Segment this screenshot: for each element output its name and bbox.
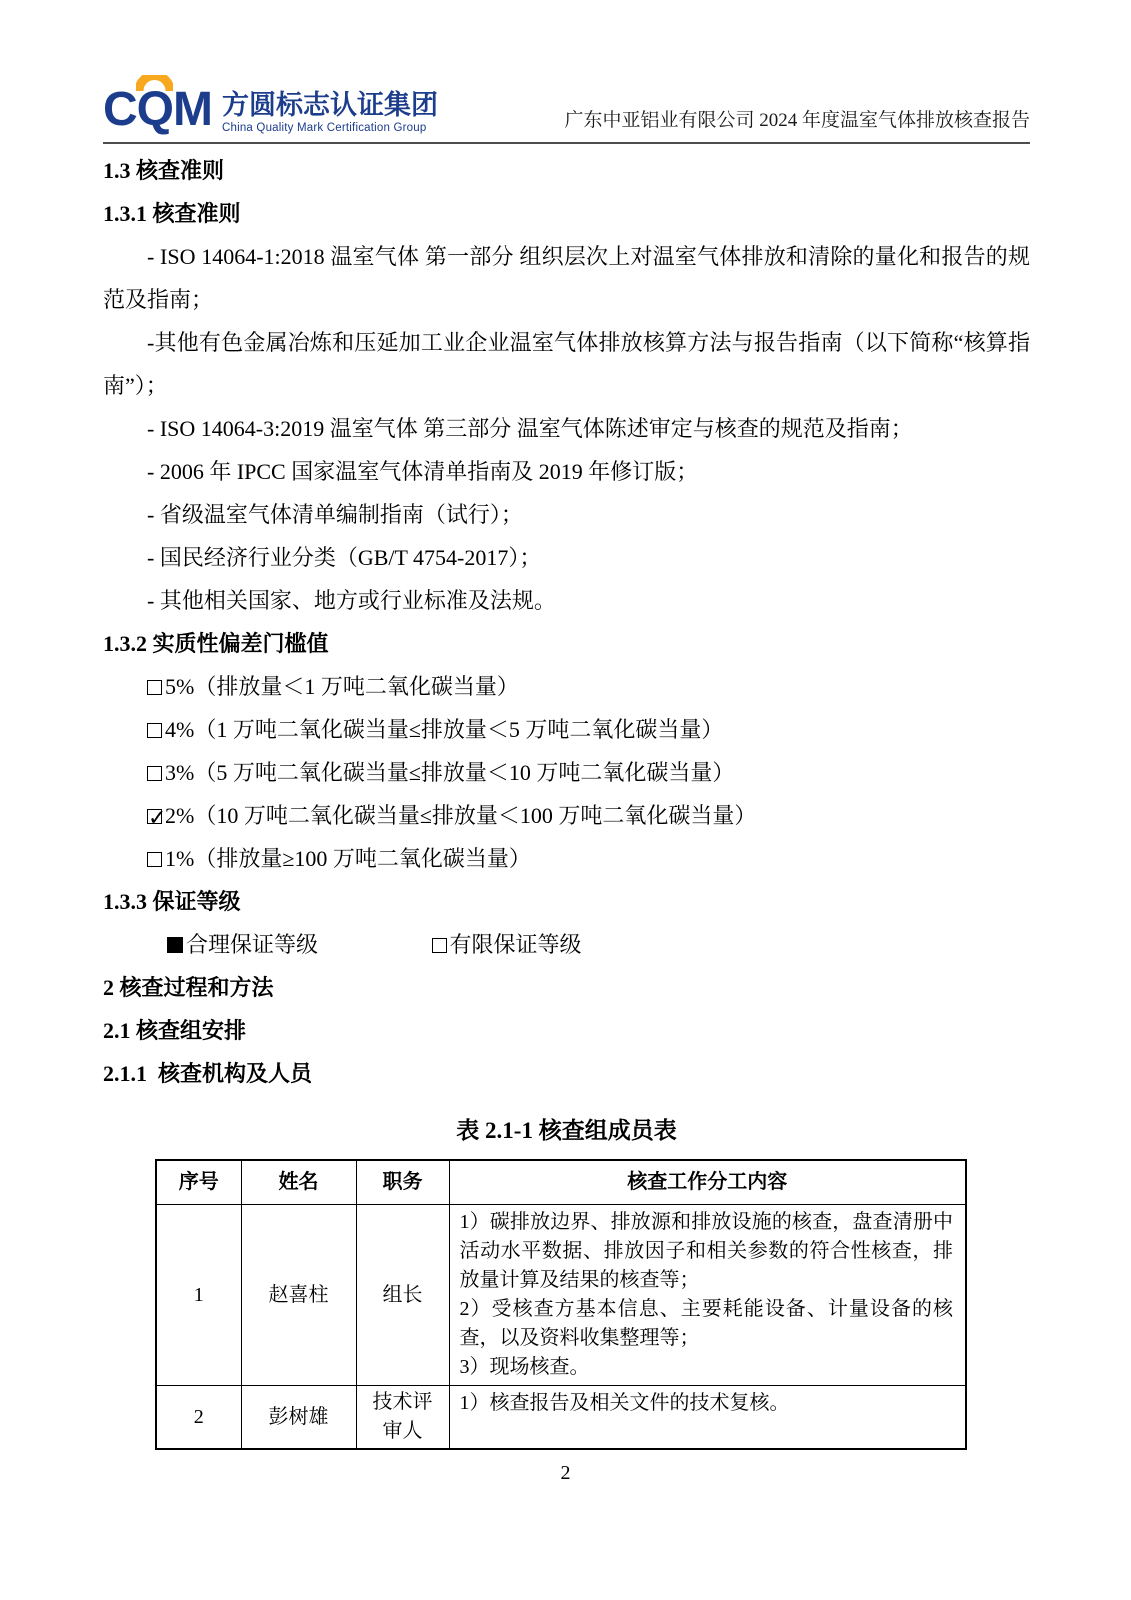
page-header bbox=[103, 68, 1030, 144]
logo-english-name: China Quality Mark Certification Group bbox=[221, 121, 427, 134]
heading-2-1-1: 2.1.1 核查机构及人员 bbox=[103, 1061, 313, 1086]
member-duties bbox=[449, 1205, 966, 1386]
threshold-option-4pct bbox=[103, 708, 1030, 751]
document-header-title: 广东中亚铝业有限公司 2024 年度温室气体排放核查报告 bbox=[564, 110, 1030, 131]
cqm-logo-text: CQM bbox=[103, 83, 212, 136]
criteria-item: -其他有色金属冶炼和压延加工业企业温室气体排放核算方法与报告指南（以下简称“核算指南”）； bbox=[103, 330, 1030, 398]
table-header-row bbox=[156, 1160, 966, 1205]
member-name: 彭树雄 bbox=[241, 1386, 356, 1450]
member-role: 技术评审人 bbox=[356, 1386, 449, 1450]
member-no: 2 bbox=[156, 1386, 241, 1450]
member-role: 组长 bbox=[356, 1205, 449, 1386]
threshold-option-label: 4%（1 万吨二氧化碳当量≤排放量＜5 万吨二氧化碳当量） bbox=[165, 717, 724, 742]
criteria-item: - 国民经济行业分类（GB/T 4754-2017）； bbox=[147, 545, 542, 570]
table-row bbox=[156, 1205, 966, 1386]
threshold-option-5pct bbox=[103, 665, 1030, 708]
checkbox-unchecked-icon bbox=[147, 852, 162, 867]
heading-2: 2 核查过程和方法 bbox=[103, 975, 274, 1000]
cqm-logo-names bbox=[222, 86, 438, 133]
criteria-item: - 其他相关国家、地方或行业标准及法规。 bbox=[147, 588, 556, 613]
cqm-logo-arc-icon bbox=[136, 75, 173, 92]
cqm-logo-letters bbox=[103, 83, 212, 136]
document-body bbox=[103, 144, 1030, 1450]
heading-1-3-2: 1.3.2 实质性偏差门槛值 bbox=[103, 631, 329, 656]
logo-chinese-name: 方圆标志认证集团 bbox=[221, 90, 438, 121]
checkbox-unchecked-icon bbox=[147, 723, 162, 738]
threshold-option-2pct bbox=[103, 794, 1030, 837]
column-header-no: 序号 bbox=[156, 1160, 241, 1205]
heading-2-1: 2.1 核查组安排 bbox=[103, 1018, 247, 1043]
checkbox-checked-icon bbox=[147, 809, 162, 824]
threshold-option-label: 1%（排放量≥100 万吨二氧化碳当量） bbox=[165, 846, 531, 871]
checkbox-unchecked-icon bbox=[432, 938, 447, 953]
member-no: 1 bbox=[156, 1205, 241, 1386]
cqm-logo bbox=[103, 83, 438, 136]
heading-1-3: 1.3 核查准则 bbox=[103, 158, 225, 183]
criteria-item: - ISO 14064-1:2018 温室气体 第一部分 组织层次上对温室气体排放和清除的量化和报告的规范及指南； bbox=[103, 244, 1030, 312]
criteria-item: - ISO 14064-3:2019 温室气体 第三部分 温室气体陈述审定与核查的规范及指南； bbox=[147, 416, 913, 441]
assurance-option-reasonable bbox=[167, 932, 318, 957]
checkbox-unchecked-icon bbox=[147, 680, 162, 695]
assurance-level-line bbox=[103, 923, 1030, 966]
duty-item: 1）核查报告及相关文件的技术复核。 bbox=[459, 1392, 790, 1414]
column-header-duty: 核查工作分工内容 bbox=[449, 1160, 966, 1205]
threshold-option-3pct bbox=[103, 751, 1030, 794]
column-header-name: 姓名 bbox=[241, 1160, 356, 1205]
duty-item: 1）碳排放边界、排放源和排放设施的核查，盘查清册中活动水平数据、排放因子和相关参数的符合性核查，排放量计算及结果的核查等； bbox=[459, 1211, 953, 1291]
heading-1-3-3: 1.3.3 保证等级 bbox=[103, 889, 241, 914]
member-duties bbox=[449, 1386, 966, 1450]
duty-item: 2）受核查方基本信息、主要耗能设备、计量设备的核查，以及资料收集整理等； bbox=[459, 1298, 953, 1349]
threshold-option-label: 2%（10 万吨二氧化碳当量≤排放量＜100 万吨二氧化碳当量） bbox=[165, 803, 757, 828]
threshold-option-label: 5%（排放量＜1 万吨二氧化碳当量） bbox=[165, 674, 519, 699]
duty-item: 3）现场核查。 bbox=[459, 1356, 590, 1378]
member-name: 赵喜柱 bbox=[241, 1205, 356, 1386]
verification-team-table bbox=[155, 1159, 967, 1450]
heading-1-3-1: 1.3.1 核查准则 bbox=[103, 201, 241, 226]
assurance-option-label: 合理保证等级 bbox=[186, 932, 319, 957]
assurance-option-label: 有限保证等级 bbox=[449, 932, 582, 957]
table-row bbox=[156, 1386, 966, 1450]
assurance-option-limited bbox=[432, 932, 582, 957]
checkbox-unchecked-icon bbox=[147, 766, 162, 781]
threshold-option-label: 3%（5 万吨二氧化碳当量≤排放量＜10 万吨二氧化碳当量） bbox=[165, 760, 735, 785]
threshold-option-1pct bbox=[103, 837, 1030, 880]
square-filled-icon bbox=[167, 937, 183, 953]
table-caption: 表 2.1-1 核查组成员表 bbox=[456, 1118, 677, 1143]
criteria-item: - 2006 年 IPCC 国家温室气体清单指南及 2019 年修订版； bbox=[147, 459, 699, 484]
criteria-item: - 省级温室气体清单编制指南（试行）； bbox=[147, 502, 523, 527]
page-number: 2 bbox=[560, 1462, 571, 1484]
column-header-role: 职务 bbox=[356, 1160, 449, 1205]
